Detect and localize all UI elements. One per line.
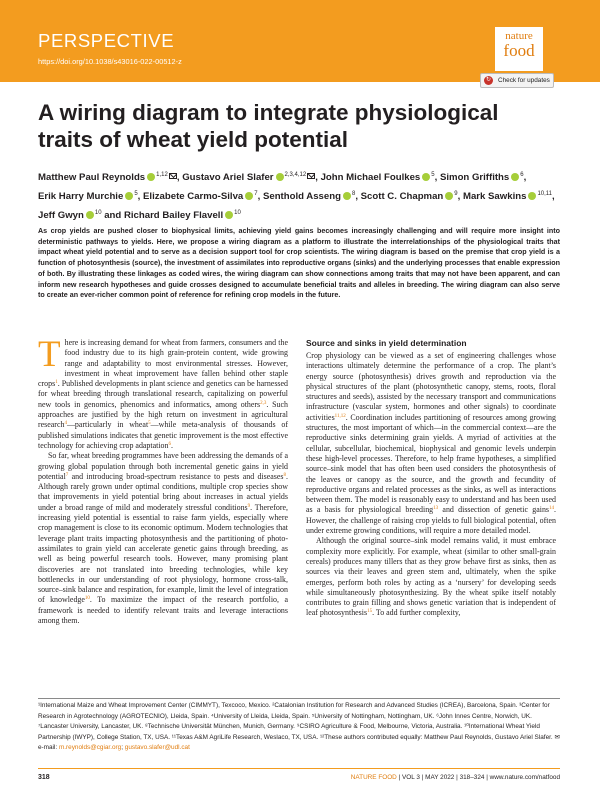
orcid-icon[interactable] xyxy=(422,173,430,181)
orcid-icon[interactable] xyxy=(245,192,253,200)
author-name-text: Mark Sawkins xyxy=(462,191,527,202)
affiliation-marker: 8 xyxy=(351,191,356,197)
author-name-text: Jeff Gwyn xyxy=(38,210,84,221)
author-name[interactable] xyxy=(263,191,355,202)
orcid-icon[interactable] xyxy=(225,211,233,219)
doi-link[interactable]: https://doi.org/10.1038/s43016-022-00512-z xyxy=(38,57,182,66)
logo-food-text: food xyxy=(503,41,535,60)
affiliation-marker: 2,3,4,12 xyxy=(284,172,307,178)
affiliation-marker: 6 xyxy=(520,172,524,178)
affiliation-marker: 5 xyxy=(134,191,138,197)
orcid-icon[interactable] xyxy=(445,192,453,200)
footer-divider xyxy=(38,768,560,769)
author-list: Matthew Paul Reynolds $^{1,12}$ , Gustavo Ariel Slafer $^{2,3,4,12}$ , John Michael Foulkes $^5$, Simon Griffiths $^6$, Erik Harry Murchie $^5$, Elizabete Carmo-Silva $^7$, Senthold Asseng $^8$, Scott C. Chapman $^9$, Mark Sawkins $^{10,11}$, Jeff Gwyn $^{10}$ and Richard Bailey Flavell $^{10}$ xyxy=(38,172,555,221)
orcid-icon[interactable] xyxy=(343,192,351,200)
check-for-updates-button[interactable] xyxy=(480,73,554,88)
author-name-text: Erik Harry Murchie xyxy=(38,191,124,202)
citation[interactable]: 11,12 xyxy=(334,413,346,419)
affiliation-marker: 9 xyxy=(454,191,458,197)
citation[interactable]: 5 xyxy=(148,421,151,427)
citation[interactable]: 8 xyxy=(283,472,287,478)
author-name-text: Richard Bailey Flavell xyxy=(123,210,224,221)
article-title: A wiring diagram to integrate physiological traits of wheat yield potential xyxy=(38,100,499,152)
citation[interactable]: 6 xyxy=(168,441,171,447)
affiliation-marker: 1,12 xyxy=(156,172,168,178)
email-icon[interactable] xyxy=(169,173,177,179)
author-name-text: Elizabete Carmo-Silva xyxy=(143,191,244,202)
author-name-text: Matthew Paul Reynolds xyxy=(38,172,146,183)
footer-journal-name: NATURE FOOD xyxy=(350,774,397,781)
author-name[interactable] xyxy=(182,172,315,183)
logo-nature-text: nature xyxy=(505,30,533,42)
citation[interactable]: 9 xyxy=(247,503,251,509)
affiliation-marker: 5 xyxy=(431,172,435,178)
author-name[interactable] xyxy=(440,172,524,183)
affiliation-marker: 10,11 xyxy=(537,191,553,197)
citation[interactable]: 7 xyxy=(65,472,69,478)
section-paragraph-2: Although the original source–sink model remains valid, it must embrace complexity more explicitly. For example, wheat (similar to other small-grain cereals) produces many tillers that as they grow behave first as sinks, then as sources via their leaves and green stem and, ultimately, when the spike emerges, perform both roles by acting as a ‘nursery’ for developing seeds while simultaneously photosynthesizing. By the wheat spike itself notably contributes to grain filling and shows genetic variation that is independent of leaf photosynthesis$^{15}$. To add further complexity, xyxy=(306,536,556,618)
orcid-icon[interactable] xyxy=(125,192,133,200)
check-for-updates-label: Check for updates xyxy=(498,77,550,84)
author-name-text: Senthold Asseng xyxy=(262,191,341,202)
citation[interactable]: 13 xyxy=(433,506,439,512)
citation[interactable]: 15 xyxy=(367,609,373,615)
affiliation-marker: 7 xyxy=(254,191,258,197)
author-name[interactable] xyxy=(38,172,177,183)
footer-issue-info: | VOL 3 | MAY 2022 | 318–324 | www.nature.com/natfood xyxy=(396,774,560,781)
author-name-text: Gustavo Ariel Slafer xyxy=(182,172,274,183)
affiliations: ¹International Maize and Wheat Improvement Center (CIMMYT), Texcoco, Mexico. ²Catalonian Institution for Research and Advanced Studies (ICREA), Barcelona, Spain. ³Center for Research in Agrotechnology (AGROTECNIO), Lleida, Spain. ⁴University of Lleida, Lleida, Spain. ⁵University of Nottingham, Nottingham, UK. ⁶John Innes Centre, Norwich, UK. ⁷Lancaster University, Lancaster, UK. ⁸Technische Universität München, Munich, Germany. ⁹CSIRO Agriculture & Food, Melbourne, Victoria, Australia. ¹⁰International Wheat Yield Partnership (IWYP), College Station, TX, USA. ¹¹Texas A&M AgriLife Research, Weslaco, TX, USA. ¹²These authors contributed equally: Matthew Paul Reynolds, Gustavo Ariel Slafer. ✉e-mail: m.reynolds@cgiar.org; gustavo.slafer@udl.cat xyxy=(38,702,560,752)
author-name[interactable] xyxy=(143,191,258,202)
affiliations-divider xyxy=(38,698,560,699)
author-name[interactable] xyxy=(463,191,552,202)
affiliation-marker: 10 xyxy=(94,210,102,216)
author-name[interactable] xyxy=(38,191,138,202)
body-right-column xyxy=(306,338,556,619)
email-link[interactable]: gustavo.slafer@udl.cat xyxy=(124,744,190,752)
nature-food-logo xyxy=(494,26,544,72)
orcid-icon[interactable] xyxy=(276,173,284,181)
citation[interactable]: 2,3 xyxy=(260,400,267,406)
citation[interactable]: 1 xyxy=(55,380,58,386)
citation[interactable]: 4 xyxy=(64,421,67,427)
email-icon[interactable] xyxy=(307,173,315,179)
page-number: 318 xyxy=(38,774,50,781)
orcid-icon[interactable] xyxy=(86,211,94,219)
intro-paragraph-1: There is increasing demand for wheat from farmers, consumers and the food industry due to its high grain-protein content, wide growing range and adaptability to most environmental stresses. However, investment in wheat improvement have fallen behind other staple crops$^1$. Published developments in plant science and genetics can be harnessed for wheat breeding through translational research, capitalizing on powerful new tools in genomics, phenomics and informatics, among others$^{2,3}$. Such approaches are justified by the high return on investment in agricultural research$^4$—particularly in wheat$^5$—while meta-analysis of thousands of published simulations indicates that genetic improvement is the most effective technology for achieving crop adaptation$^6$. xyxy=(38,334,289,450)
abstract: As crop yields are pushed closer to biophysical limits, achieving yield gains becomes increasingly challenging and will require more insight into deterministic pathways to yields. Here, we propose a wiring diagram as a platform to illustrate the interrelationships of the physiological traits that impact wheat yield potential and to serve as a decision support tool for crop scientists. The wiring diagram is based on the premise that crop yield is a function of photosynthesis (source), the investment of assimilates into reproductive organs (sinks) and the underlying processes that enable expression of both. By illustrating these linkages as coded wires, the wiring diagram can show connections among traits that may not have been apparent, and can inform new research hypotheses and guide crosses designed to accumulate beneficial traits and alleles in breeding. The wiring diagram can also serve to create an ever-richer common point of reference for refining crop models in the future. xyxy=(38,227,560,300)
author-name[interactable] xyxy=(361,191,458,202)
article-type-label: PERSPECTIVE xyxy=(38,30,175,51)
intro-paragraph-2: So far, wheat breeding programmes have been addressing the demands of a growing global population through both incremental genetic gains in yield potential$^7$ and introducing broad-spectrum resistance to pests and diseases$^8$. Although rarely grown under optimal conditions, multiple crop species show that improvements in yield potential bring about increases in actual yields under a broad range of mild and moderately stressful conditions$^9$. Therefore, increasing yield potential is essential to raise farm yields, especially where crop management is close to its economic optimum. Modern technologies that leverage plant traits impacting photosynthesis and the partitioning of photo-assimilates to grain yield can accelerate genetic gains through breeding, as well as being powerful research tools. However, many promising plant discoveries are not translated into breeding technologies, while key bottlenecks in our understanding of root physiology, hormone cross-talk, source–sink balance and respiration, for example, limit the level of integration of knowledge$^{10}$. To maximize the impact of the research portfolio, a framework is needed to identify relevant traits and leverage interactions among them. xyxy=(38,451,288,626)
author-name-text: Scott C. Chapman xyxy=(360,191,444,202)
email-link[interactable]: m.reynolds@cgiar.org xyxy=(58,744,122,752)
citation[interactable]: 14 xyxy=(549,506,554,512)
affiliation-marker: 10 xyxy=(234,210,241,216)
author-name[interactable] xyxy=(321,172,435,183)
journal-header-bar xyxy=(0,0,600,82)
orcid-icon[interactable] xyxy=(528,192,536,200)
author-name-text: John Michael Foulkes xyxy=(320,172,421,183)
section-paragraph-1: Crop physiology can be viewed as a set of engineering challenges whose interactions ultimately determine the performance of a crop. The plant’s energy source (photosynthesis) drives growth and reproduction via the physical structures of the plant (photosynthetic canopy, stems, roots, floral structures and seeds), assisted by the necessary transport and communications infrastructure (vascular system, hormones and other signals) to coordinate activities$^{11,12}$. Coordination includes partitioning of resources among growing structures, the most important of which—in the commercial context—are the reproductive sinks determining grain yields. A myriad of activities at the cellular, subcellular, biochemical, biophysical and genomic levels underpin these high-level processes. Therefore, to help frame hypotheses, a simplified source–sink model that has often been used considers the photosynthesis of the leaves or canopy as the source, and the growth and fecundity of reproductive organs and related processes as the sinks, as well as interactions between them. The model is reasonably easy to understand and has been used as a basis for physiological breeding$^{13}$ and dissection of genetic gains$^{14}$. However, the challenge of raising crop yields to full biological potential, often under extreme growing conditions, will require a more detailed model. xyxy=(306,351,556,536)
orcid-icon[interactable] xyxy=(511,173,519,181)
author-name-text: Simon Griffiths xyxy=(439,172,510,183)
drop-cap: T xyxy=(38,334,61,375)
footer-journal-info xyxy=(351,774,560,781)
section-heading: Source and sinks in yield determination xyxy=(306,338,467,348)
orcid-icon[interactable] xyxy=(147,173,155,181)
author-name[interactable] xyxy=(38,210,102,221)
refresh-icon: ↻ xyxy=(485,77,492,83)
body-left-column xyxy=(38,334,289,626)
author-name[interactable] xyxy=(124,210,241,221)
citation[interactable]: 10 xyxy=(84,596,90,602)
